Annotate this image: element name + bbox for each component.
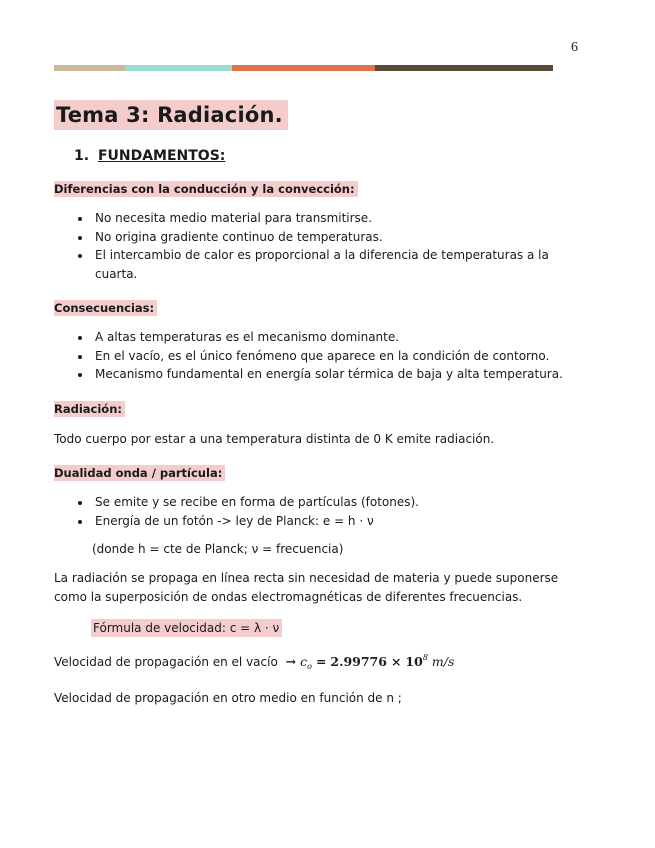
subheading-radiacion: Radiación:: [54, 401, 125, 417]
paragraph-propagacion: La radiación se propaga en línea recta sin necesidad de materia y puede suponerse como la superposición de ondas electromagnéticas de diferentes frecuencias.: [54, 571, 559, 604]
color-bar-segment: [54, 65, 125, 71]
list-dualidad: [54, 493, 584, 530]
list-item: • El intercambio de calor es proporcional a la diferencia de temperaturas a la cuarta.: [92, 246, 584, 283]
section-number: 1.: [74, 148, 90, 164]
section-label: FUNDAMENTOS:: [97, 148, 226, 164]
decorative-color-bar: [54, 65, 553, 71]
list-item: • A altas temperaturas es el mecanismo dominante.: [92, 328, 584, 347]
page-title: Tema 3: Radiación.: [54, 100, 288, 130]
arrow-symbol: →: [285, 654, 297, 669]
formula-velocidad: Fórmula de velocidad: c = λ · ν: [91, 619, 282, 637]
page-number: 6: [571, 40, 578, 55]
document-body: [54, 100, 584, 708]
color-bar-segment: [125, 65, 232, 71]
paragraph-otro-medio: Velocidad de propagación en otro medio en función de n ;: [54, 691, 402, 705]
c-subscript: o: [307, 662, 312, 671]
list-item: • Mecanismo fundamental en energía solar térmica de baja y alta temperatura.: [92, 365, 584, 384]
list-item: • No origina gradiente continuo de temperaturas.: [92, 228, 584, 247]
planck-note: (donde h = cte de Planck; ν = frecuencia): [92, 542, 344, 556]
times-symbol: ×: [390, 654, 402, 669]
c-symbol: c: [300, 654, 308, 669]
list-consecuencias: [54, 328, 584, 384]
velocity-value: 2.99776: [330, 654, 387, 669]
list-diferencias: [54, 209, 584, 283]
power-exponent: 8: [422, 653, 428, 662]
color-bar-segment: [375, 65, 553, 71]
list-item: • No necesita medio material para transmitirse.: [92, 209, 584, 228]
color-bar-segment: [232, 65, 375, 71]
velocity-vacuum-line: [54, 653, 584, 671]
subheading-consecuencias: Consecuencias:: [54, 300, 157, 316]
list-item: • Se emite y se recibe en forma de partículas (fotones).: [92, 493, 584, 512]
subheading-dualidad: Dualidad onda / partícula:: [54, 465, 225, 481]
velocity-unit: m/s: [431, 654, 455, 669]
power-base: 10: [405, 654, 423, 669]
list-item: • Energía de un fotón -> ley de Planck: e = h · ν: [92, 512, 584, 531]
velocity-equation: [286, 654, 455, 669]
list-item: • En el vacío, es el único fenómeno que aparece en la condición de contorno.: [92, 347, 584, 366]
section-heading: [74, 148, 584, 164]
velocity-vacuum-label: Velocidad de propagación en el vacío: [54, 655, 278, 669]
equals-symbol: =: [315, 654, 327, 669]
subheading-diferencias: Diferencias con la conducción y la convección:: [54, 181, 358, 197]
paragraph-radiacion: Todo cuerpo por estar a una temperatura distinta de 0 K emite radiación.: [54, 431, 495, 446]
